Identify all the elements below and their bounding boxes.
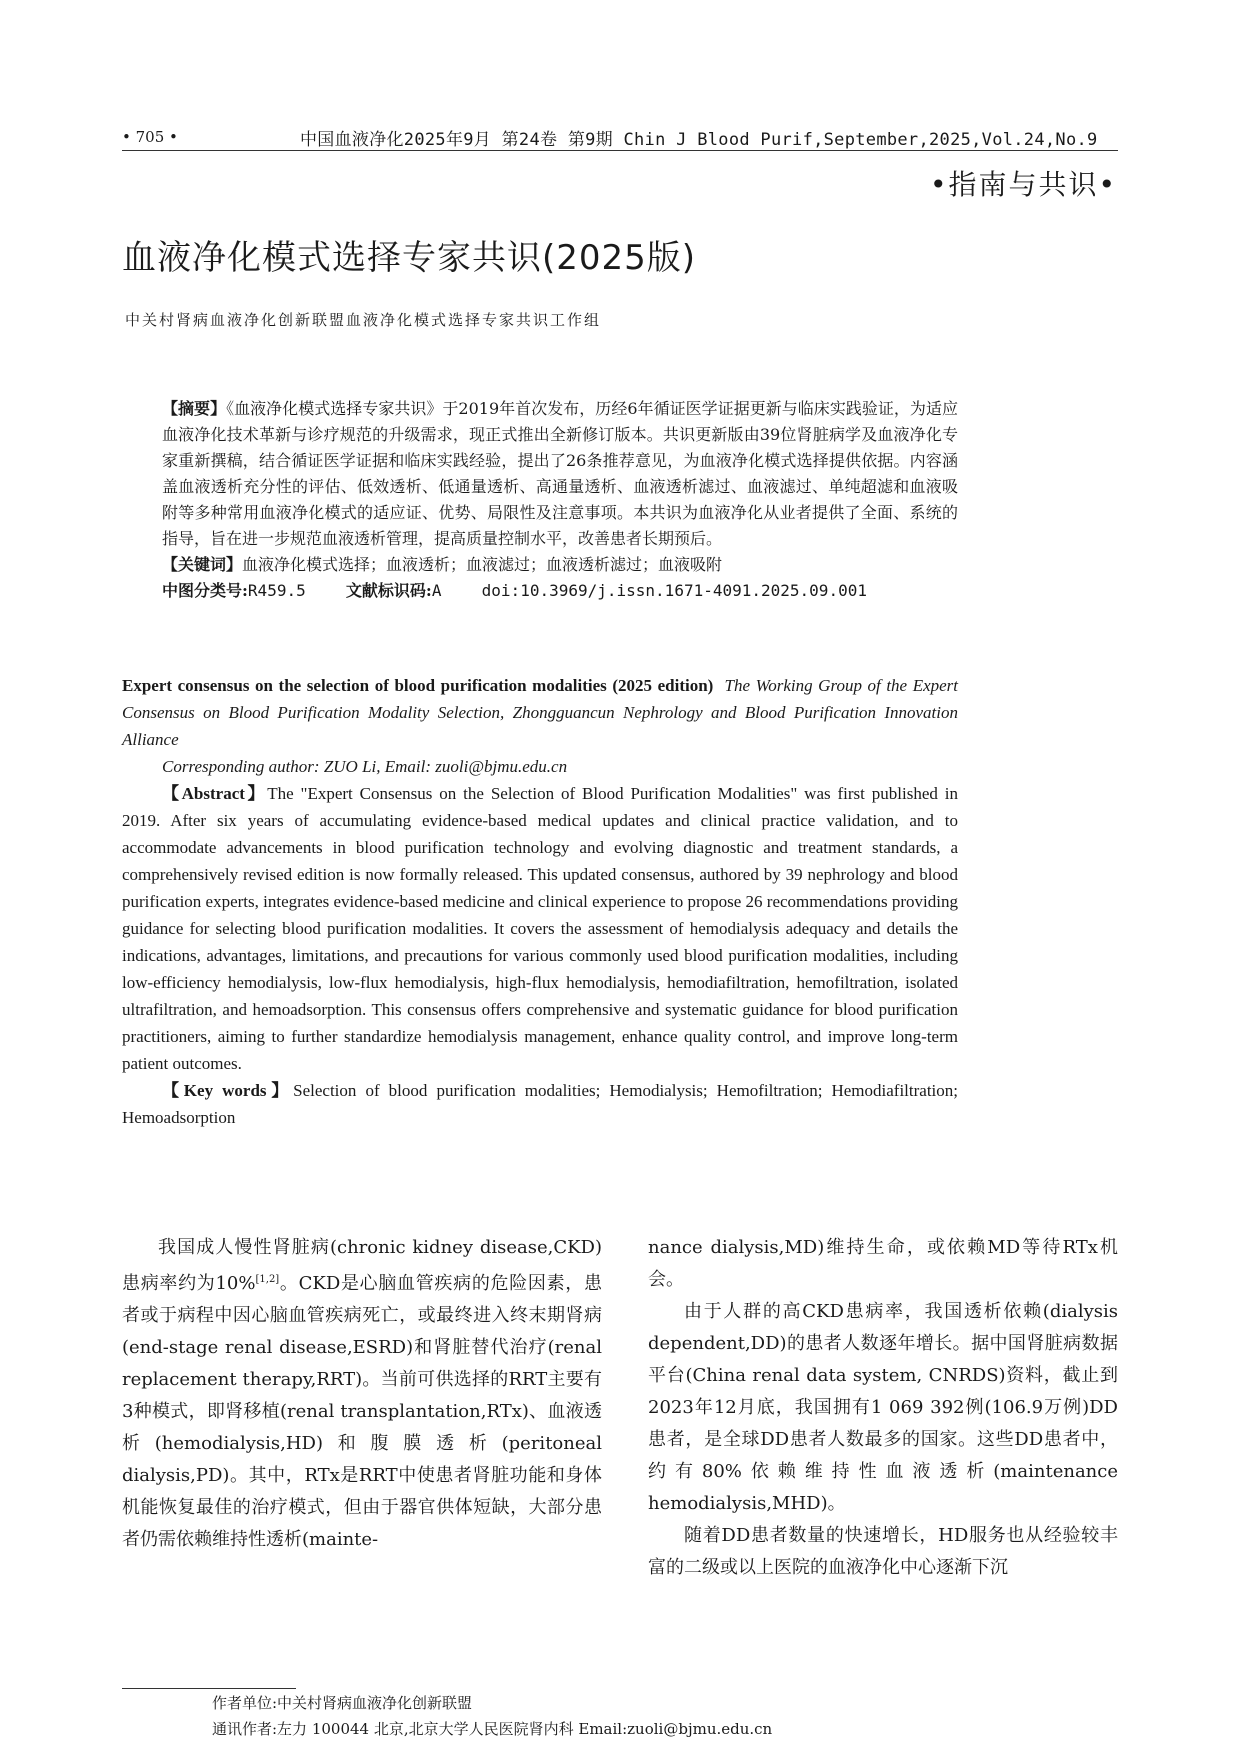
page-number: • 705 • bbox=[122, 128, 178, 146]
header-divider bbox=[122, 150, 1118, 151]
body-paragraph-2: 由于人群的高CKD患病率，我国透析依赖(dialysis dependent,DD)的患者人数逐年增长。据中国肾脏病数据平台(China renal data system, CNRDS)资料，截止到2023年12月底，我国拥有1 069 392例(106.9万例)DD患者，是全球DD患者人数最多的国家。这些DD患者中，约有80%依赖维持性血液透析(maintenance hemodialysis,MHD)。 bbox=[648, 1301, 1118, 1514]
keywords-text: 血液净化模式选择；血液透析；血液滤过；血液透析滤过；血液吸附 bbox=[242, 555, 723, 574]
keywords-label: 【关键词】 bbox=[162, 555, 243, 574]
body-column-right bbox=[648, 1232, 1118, 1584]
english-title: Expert consensus on the selection of blood purification modalities (2025 edition) bbox=[122, 676, 714, 695]
footnote-divider bbox=[122, 1688, 296, 1689]
abstract-text: 《血液净化模式选择专家共识》于2019年首次发布，历经6年循证医学证据更新与临床实践验证，为适应血液净化技术革新与诊疗规范的升级需求，现正式推出全新修订版本。共识更新版由39位肾脏病学及血液净化专家重新撰稿，结合循证医学证据和临床实践经验，提出了26条推荐意见，为血液净化模式选择提供依据。内容涵盖血液透析充分性的评估、低效透析、低通量透析、高通量透析、血液透析滤过、血液滤过、单纯超滤和血液吸附等多种常用血液净化模式的适应证、优势、局限性及注意事项。本共识为血液净化从业者提供了全面、系统的指导，旨在进一步规范血液透析管理，提高质量控制水平，改善患者长期预后。 bbox=[162, 399, 958, 548]
chinese-abstract bbox=[162, 396, 958, 604]
english-authors: The Working Group of the Expert Consensus on Blood Purification Modality Selection, Zhongguancun Nephrology and Blood Purification Innovation Alliance bbox=[122, 676, 959, 749]
english-abstract-text: The "Expert Consensus on the Selection of Blood Purification Modalities" was first published in 2019. After six years of accumulating evidence-based medical updates and clinical practice validation, and to accommodate advancements in blood purification technology and evolving diagnostic and treatment standards, a comprehensively revised edition is now formally released. This updated consensus, authored by 39 nephrology and blood purification experts, integrates evidence-based medicine and clinical experience to propose 26 recommendations providing guidance for selecting blood purification modalities. It covers the assessment of hemodialysis adequacy and details the indications, advantages, limitations, and precautions for various commonly used blood purification modalities, including low-efficiency hemodialysis, low-flux hemodialysis, high-flux hemodialysis, hemodiafiltration, hemofiltration, isolated ultrafiltration, and hemoadsorption. This consensus offers comprehensive and systematic guidance for blood purification practitioners, aiming to further standardize hemodialysis management, enhance quality control, and improve long-term patient outcomes. bbox=[122, 784, 958, 1073]
footnote-affiliation: 作者单位:中关村肾病血液净化创新联盟 bbox=[212, 1694, 473, 1712]
body-paragraph-1a: 我国成人慢性肾脏病(chronic kidney disease,CKD)患病率约为10% bbox=[122, 1237, 602, 1294]
clc-value: R459.5 bbox=[247, 581, 306, 600]
body-paragraph-1b: 。CKD是心脑血管疾病的危险因素，患者或于病程中因心脑血管疾病死亡，或最终进入终末期肾病(end-stage renal disease,ESRD)和肾脏替代治疗(renal replacement therapy,RRT)。当前可供选择的RRT主要有3种模式，即肾移植(renal transplantation,RTx)、血液透析(hemodialysis,HD)和腹膜透析(peritoneal dialysis,PD)。其中，RTx是RRT中使患者肾脏功能和身体机能恢复最佳的治疗模式，但由于器官供体短缺，大部分患者仍需依赖维持性透析(mainte- bbox=[122, 1273, 602, 1550]
body-paragraph-1-cont: nance dialysis,MD)维持生命，或依赖MD等待RTx机会。 bbox=[648, 1237, 1118, 1290]
english-abstract-label: 【Abstract】 bbox=[162, 784, 268, 803]
clc-label: 中图分类号: bbox=[162, 581, 248, 600]
body-paragraph-3: 随着DD患者数量的快速增长，HD服务也从经验较丰富的二级或以上医院的血液净化中心逐渐下沉 bbox=[648, 1525, 1118, 1578]
doc-code-label: 文献标识码: bbox=[345, 581, 432, 600]
english-abstract bbox=[122, 672, 958, 1131]
author-group: 中关村肾病血液净化创新联盟血液净化模式选择专家共识工作组 bbox=[125, 311, 602, 329]
citation: [1,2] bbox=[255, 1274, 280, 1285]
doi: doi:10.3969/j.issn.1671-4091.2025.09.001 bbox=[481, 581, 867, 600]
section-tag: •指南与共识• bbox=[929, 168, 1117, 201]
english-keywords-label: 【Key words】 bbox=[162, 1081, 294, 1100]
article-title: 血液净化模式选择专家共识(2025版) bbox=[122, 238, 697, 278]
footnote-correspondence: 通讯作者:左力 100044 北京,北京大学人民医院肾内科 Email:zuoli@bjmu.edu.cn bbox=[212, 1720, 773, 1738]
journal-header: 中国血液净化2025年9月 第24卷 第9期 Chin J Blood Purif,September,2025,Vol.24,No.9 bbox=[300, 130, 1098, 150]
abstract-label: 【摘要】 bbox=[162, 399, 227, 418]
body-column-left bbox=[122, 1232, 602, 1556]
doc-code-value: A bbox=[431, 581, 442, 600]
english-keywords-text: Selection of blood purification modalities; Hemodialysis; Hemofiltration; Hemodiafiltration; Hemoadsorption bbox=[122, 1081, 959, 1127]
corresponding-author: Corresponding author: ZUO Li, Email: zuoli@bjmu.edu.cn bbox=[162, 757, 568, 776]
